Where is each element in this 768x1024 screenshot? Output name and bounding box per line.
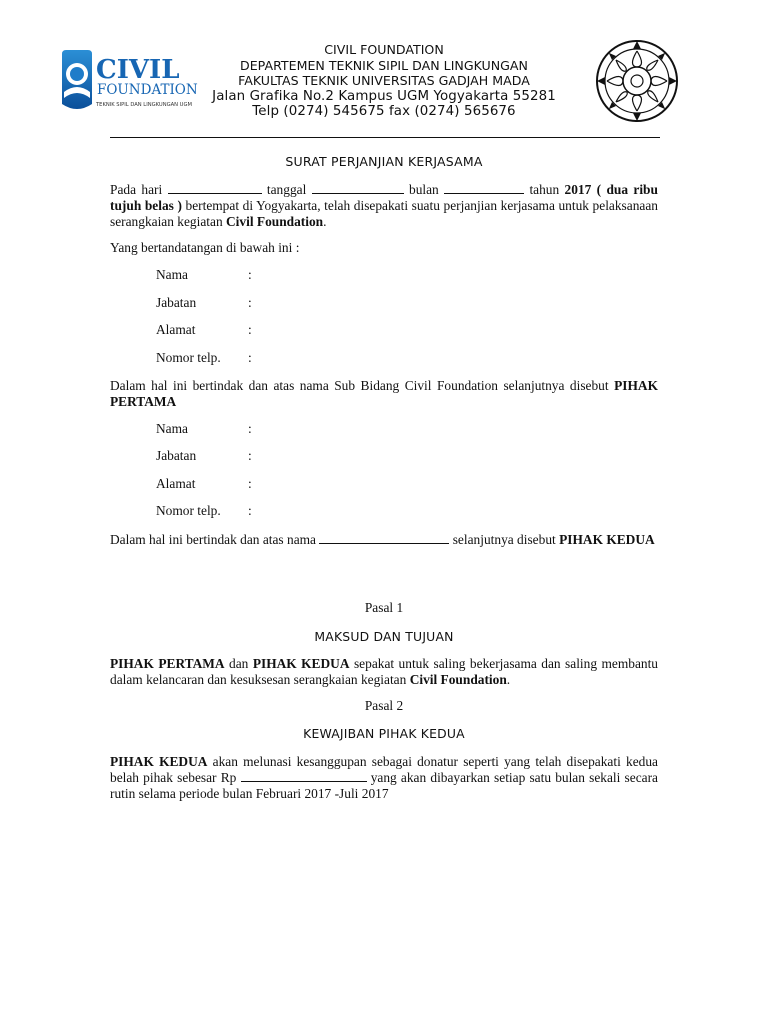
- letterhead-text: [196, 42, 572, 120]
- pasal2-number: Pasal 2: [364, 698, 404, 713]
- org-name-bold: Civil Foundation: [226, 214, 324, 229]
- field-label-alamat: Alamat: [156, 322, 196, 337]
- header-divider: [110, 137, 660, 138]
- party2-paragraph: Dalam hal ini bertindak dan atas nama selanjutnya disebut PIHAK KEDUA: [110, 532, 655, 547]
- address: Jalan Grafika No.2 Kampus UGM Yogyakarta 55281: [212, 88, 556, 104]
- pasal1-paragraph: PIHAK PERTAMA dan PIHAK KEDUA sepakat untuk saling bekerjasama dan saling membantu dalam kelancaran dan kesuksesan serangkaian kegiatan Civil Foundation.: [110, 656, 659, 687]
- field-colon: :: [248, 421, 252, 436]
- pasal2-heading: KEWAJIBAN PIHAK KEDUA: [303, 726, 465, 741]
- document-title: SURAT PERJANJIAN KERJASAMA: [285, 154, 483, 169]
- phone-fax: Telp (0274) 545675 fax (0274) 565676: [252, 104, 516, 120]
- date-blank[interactable]: [312, 182, 404, 194]
- ugm-emblem-icon: [594, 38, 680, 124]
- field-label-nama: Nama: [156, 421, 188, 436]
- civil-foundation-logo: [58, 48, 200, 114]
- field-label-telp: Nomor telp.: [156, 503, 221, 518]
- opening-paragraph: Pada hari tanggal bulan tahun 2017 ( dua ribu tujuh belas ) bertempat di Yogyakarta, telah disepakati suatu perjanjian kerjasama untuk pelaksanaan serangkaian kegiatan Civil Foundation.: [110, 182, 658, 229]
- field-label-telp: Nomor telp.: [156, 350, 221, 365]
- pasal1-heading: MAKSUD DAN TUJUAN: [314, 629, 454, 644]
- svg-text:TEKNIK SIPIL DAN LINGKUNGAN UG: TEKNIK SIPIL DAN LINGKUNGAN UGM: [96, 102, 192, 108]
- field-colon: :: [248, 350, 252, 365]
- letterhead: [0, 0, 768, 140]
- party2-label: PIHAK KEDUA: [559, 532, 655, 547]
- field-label-nama: Nama: [156, 267, 188, 282]
- field-colon: :: [248, 322, 252, 337]
- day-blank[interactable]: [168, 182, 262, 194]
- svg-text:CIVIL: CIVIL: [96, 55, 180, 85]
- field-label-alamat: Alamat: [156, 476, 196, 491]
- field-colon: :: [248, 476, 252, 491]
- pasal2-paragraph: PIHAK KEDUA akan melunasi kesanggupan sebagai donatur seperti yang telah disepakati kedua belah pihak sebesar Rp yang akan dibayarkan setiap satu bulan sekali secara rutin selama periode bulan Februari 2017 -Juli 2017: [110, 754, 658, 801]
- field-colon: :: [248, 295, 252, 310]
- party1-label: PIHAK PERTAMA: [110, 378, 658, 409]
- department-name: DEPARTEMEN TEKNIK SIPIL DAN LINGKUNGAN: [240, 57, 528, 73]
- field-colon: :: [248, 503, 252, 518]
- field-colon: :: [248, 448, 252, 463]
- field-colon: :: [248, 267, 252, 282]
- field-label-jabatan: Jabatan: [156, 295, 197, 310]
- signatory-intro: Yang bertandatangan di bawah ini :: [110, 240, 300, 255]
- amount-blank[interactable]: [241, 770, 367, 782]
- field-label-jabatan: Jabatan: [156, 448, 197, 463]
- party1-paragraph: Dalam hal ini bertindak dan atas nama Sub Bidang Civil Foundation selanjutnya disebut PIHAK PERTAMA: [110, 378, 658, 409]
- svg-text:FOUNDATION: FOUNDATION: [97, 82, 198, 98]
- pasal1-number: Pasal 1: [364, 600, 404, 615]
- party2-name-blank[interactable]: [319, 532, 449, 544]
- faculty-name: FAKULTAS TEKNIK UNIVERSITAS GADJAH MADA: [238, 73, 530, 89]
- month-blank[interactable]: [444, 182, 524, 194]
- org-name: CIVIL FOUNDATION: [324, 42, 444, 57]
